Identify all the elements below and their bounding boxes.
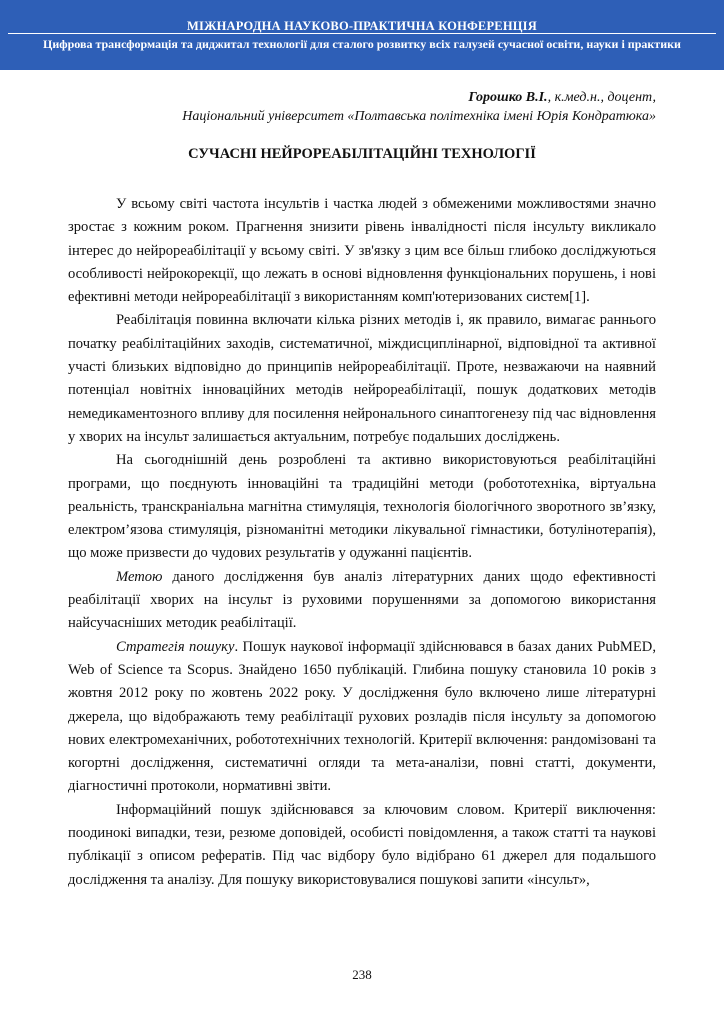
article-body xyxy=(68,193,656,892)
paragraph-text: даного дослідження був аналіз літературних даних щодо ефективності реабілітації хворих на інсульт із руховими порушеннями за допомогою використання найсучасніших методик реабілітації. xyxy=(68,568,656,632)
paragraph: У всьому світі частота інсультів і частка людей з обмеженими можливостями значно зростає з кожним роком. Прагнення знизити рівень інвалідності після інсульту викликало інтерес до нейрореабілітації у всьому світі. У зв'язку з цим все більш глибоко досліджуються особливості нейрокорекції, що лежать в основі відновлення функціональних порушень, і нові ефективні методи нейрореабілітації з використанням комп'ютеризованих систем[1]. xyxy=(68,196,656,306)
author-line xyxy=(182,88,656,107)
author-block xyxy=(182,88,656,126)
page-number: 238 xyxy=(352,967,372,982)
author-degree: , к.мед.н., доцент, xyxy=(547,90,656,105)
conference-header-banner xyxy=(0,0,724,70)
author-name: Горошко В.І. xyxy=(468,90,548,105)
paragraph xyxy=(68,566,656,636)
author-affiliation: Національний університет «Полтавська політехніка імені Юрія Кондратюка» xyxy=(182,109,656,124)
paragraph xyxy=(68,636,656,799)
header-rule xyxy=(8,33,716,34)
paragraph: На сьогоднішній день розроблені та активно використовуються реабілітаційні програми, що поєднують інноваційні та традиційні методи (робототехніка, віртуальна реальність, транскраніальна магнітна стимуляція, технологія біологічного зворотного зв’язку, електром’язова стимуляція, різноманітні методики лікувальної гімнастики, ботулінотерапія), що може призвести до чудових результатів у одужанні пацієнтів. xyxy=(68,452,656,562)
paragraph-lead: Метою xyxy=(116,568,163,585)
conference-title: МІЖНАРОДНА НАУКОВО-ПРАКТИЧНА КОНФЕРЕНЦІЯ xyxy=(187,19,537,33)
paragraph: Інформаційний пошук здійснювався за ключовим словом. Критерії виключення: поодинокі випадки, тези, резюме доповідей, особисті повідомлення, а також статті та наукові публікації з описом рефератів. Під час відбору було відібрано 61 джерел для подальшого дослідження та аналізу. Для пошуку використовувалися пошукові запити «інсульт», xyxy=(68,801,656,888)
paragraph: Реабілітація повинна включати кілька різних методів і, як правило, вимагає раннього початку реабілітаційних заходів, систематичної, міждисциплінарної, відповідної та активної участі близьких відповідно до принципів нейрореабілітації. Проте, незважаючи на наявний потенціал новітніх інноваційних методів нейрореабілітації, пошук додаткових методів немедикаментозного впливу для посилення нейронального синаптогенезу під час відновлення у хворих на інсульт залишається актуальним, потребує подальших досліджень. xyxy=(68,312,656,445)
conference-subtitle: Цифрова трансформація та диджитал технології для сталого розвитку всіх галузей сучасної освіти, науки і практики xyxy=(43,37,681,51)
paragraph-text: . Пошук наукової інформації здійснювався в базах даних PubMED, Web of Science та Scopus. Знайдено 1650 публікацій. Глибина пошуку становила 10 років з жовтня 2012 року по жовтень 2022 року. У дослідження було включено лише літературні джерела, що відображають тему реабілітації рухових розладів після інсульту за допомогою нових електромеханічних, робототехнічних технологій. Критерії включення: рандомізовані та когортні дослідження, систематичні огляди та мета-аналізи, повні статті, документи, діагностичні протоколи, нормативні звіти. xyxy=(68,638,656,795)
article-title: СУЧАСНІ НЕЙРОРЕАБІЛІТАЦІЙНІ ТЕХНОЛОГІЇ xyxy=(188,146,536,162)
paragraph-lead: Стратегія пошуку xyxy=(116,638,235,655)
